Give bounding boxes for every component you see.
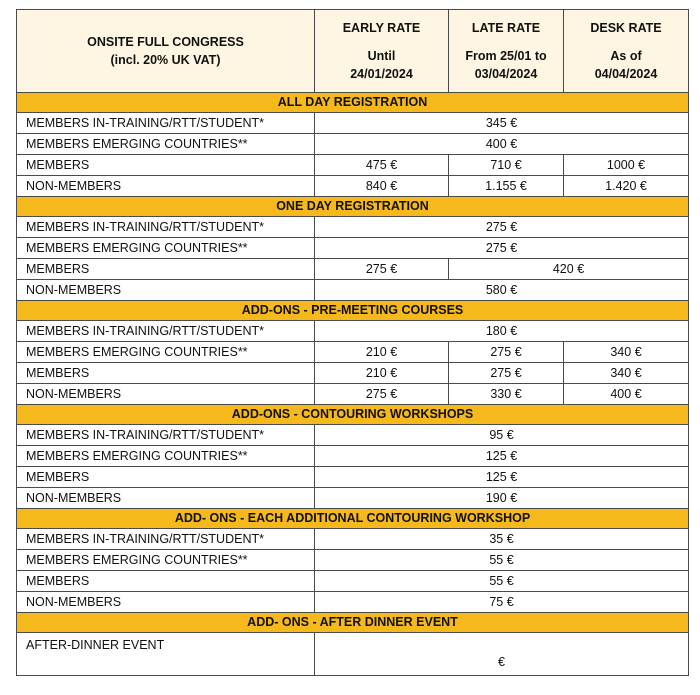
price-cell: 710 € bbox=[449, 155, 564, 176]
price-cell: 275 € bbox=[449, 363, 564, 384]
desk-rate-sub-1: As of bbox=[610, 49, 642, 63]
row-label: MEMBERS EMERGING COUNTRIES** bbox=[17, 446, 315, 467]
row-label: MEMBERS bbox=[17, 363, 315, 384]
section-title: ONE DAY REGISTRATION bbox=[17, 197, 689, 217]
table-row bbox=[17, 176, 689, 197]
late-rate-title: LATE RATE bbox=[471, 21, 541, 35]
pricing-table-container bbox=[16, 9, 688, 676]
price-cell: 95 € bbox=[315, 425, 689, 446]
section-header-row bbox=[17, 509, 689, 529]
section-header-row bbox=[17, 93, 689, 113]
header-congress-cell bbox=[17, 10, 315, 93]
price-cell: 1.155 € bbox=[449, 176, 564, 197]
registration-fees-table bbox=[16, 9, 689, 676]
table-row bbox=[17, 425, 689, 446]
row-label: MEMBERS EMERGING COUNTRIES** bbox=[17, 134, 315, 155]
price-cell: 275 € bbox=[315, 238, 689, 259]
price-cell: 275 € bbox=[315, 259, 449, 280]
table-row bbox=[17, 571, 689, 592]
price-cell: 210 € bbox=[315, 342, 449, 363]
price-cell: 330 € bbox=[449, 384, 564, 405]
row-label: MEMBERS bbox=[17, 155, 315, 176]
row-label: NON-MEMBERS bbox=[17, 280, 315, 301]
row-label: NON-MEMBERS bbox=[17, 384, 315, 405]
late-rate-sub-2: 03/04/2024 bbox=[474, 67, 538, 81]
row-label: NON-MEMBERS bbox=[17, 488, 315, 509]
early-rate-sub-2: 24/01/2024 bbox=[350, 67, 413, 81]
section-header-row bbox=[17, 197, 689, 217]
price-cell: 420 € bbox=[449, 259, 689, 280]
row-label: MEMBERS EMERGING COUNTRIES** bbox=[17, 550, 315, 571]
header-congress-title: ONSITE FULL CONGRESS bbox=[87, 35, 244, 49]
table-row bbox=[17, 467, 689, 488]
price-cell: 35 € bbox=[315, 529, 689, 550]
row-label: MEMBERS IN-TRAINING/RTT/STUDENT* bbox=[17, 321, 315, 342]
table-row bbox=[17, 113, 689, 134]
desk-rate-sub-2: 04/04/2024 bbox=[594, 67, 658, 81]
table-row bbox=[17, 550, 689, 571]
price-cell: 55 € bbox=[315, 550, 689, 571]
price-cell: 180 € bbox=[315, 321, 689, 342]
table-header bbox=[17, 10, 689, 93]
row-label: MEMBERS IN-TRAINING/RTT/STUDENT* bbox=[17, 425, 315, 446]
desk-rate-title: DESK RATE bbox=[590, 21, 662, 35]
row-label: MEMBERS IN-TRAINING/RTT/STUDENT* bbox=[17, 217, 315, 238]
price-cell: 125 € bbox=[315, 467, 689, 488]
section-title: ADD- ONS - AFTER DINNER EVENT bbox=[17, 613, 689, 633]
table-row bbox=[17, 155, 689, 176]
early-rate-title: EARLY RATE bbox=[342, 21, 421, 35]
price-cell: 55 € bbox=[315, 571, 689, 592]
section-header-row bbox=[17, 613, 689, 633]
price-cell: 275 € bbox=[449, 342, 564, 363]
section-title: ALL DAY REGISTRATION bbox=[17, 93, 689, 113]
row-label: MEMBERS IN-TRAINING/RTT/STUDENT* bbox=[17, 529, 315, 550]
section-title: ADD- ONS - EACH ADDITIONAL CONTOURING WORKSHOP bbox=[17, 509, 689, 529]
table-body bbox=[17, 93, 689, 676]
row-label: MEMBERS EMERGING COUNTRIES** bbox=[17, 342, 315, 363]
table-row bbox=[17, 384, 689, 405]
price-cell: 345 € bbox=[315, 113, 689, 134]
table-row bbox=[17, 259, 689, 280]
row-label: MEMBERS bbox=[17, 259, 315, 280]
header-vat-note: (incl. 20% UK VAT) bbox=[110, 53, 221, 67]
price-cell: 400 € bbox=[564, 384, 689, 405]
price-cell: 400 € bbox=[315, 134, 689, 155]
table-row bbox=[17, 280, 689, 301]
section-header-row bbox=[17, 301, 689, 321]
row-label: MEMBERS bbox=[17, 467, 315, 488]
table-row bbox=[17, 134, 689, 155]
row-label: NON-MEMBERS bbox=[17, 176, 315, 197]
early-rate-sub-1: Until bbox=[367, 49, 396, 63]
row-label: NON-MEMBERS bbox=[17, 592, 315, 613]
table-row bbox=[17, 488, 689, 509]
header-desk-rate bbox=[564, 10, 689, 93]
table-row bbox=[17, 363, 689, 384]
table-row bbox=[17, 238, 689, 259]
row-label: MEMBERS bbox=[17, 571, 315, 592]
header-row bbox=[17, 10, 689, 93]
price-cell: 1.420 € bbox=[564, 176, 689, 197]
price-cell: 580 € bbox=[315, 280, 689, 301]
row-label: AFTER-DINNER EVENT bbox=[17, 633, 315, 676]
price-cell: 275 € bbox=[315, 217, 689, 238]
late-rate-sub-1: From 25/01 to bbox=[465, 49, 547, 63]
section-header-row bbox=[17, 405, 689, 425]
price-cell: 840 € bbox=[315, 176, 449, 197]
price-cell: 75 € bbox=[315, 592, 689, 613]
table-row bbox=[17, 342, 689, 363]
price-cell: 475 € bbox=[315, 155, 449, 176]
header-early-rate bbox=[315, 10, 449, 93]
row-label: MEMBERS IN-TRAINING/RTT/STUDENT* bbox=[17, 113, 315, 134]
price-cell: 125 € bbox=[315, 446, 689, 467]
section-title: ADD-ONS - PRE-MEETING COURSES bbox=[17, 301, 689, 321]
section-title: ADD-ONS - CONTOURING WORKSHOPS bbox=[17, 405, 689, 425]
price-cell: 275 € bbox=[315, 384, 449, 405]
price-cell: 190 € bbox=[315, 488, 689, 509]
price-cell: 1000 € bbox=[564, 155, 689, 176]
table-row bbox=[17, 446, 689, 467]
table-row bbox=[17, 529, 689, 550]
price-cell: € bbox=[315, 633, 689, 676]
price-cell: 210 € bbox=[315, 363, 449, 384]
price-cell: 340 € bbox=[564, 363, 689, 384]
table-row bbox=[17, 633, 689, 676]
table-row bbox=[17, 321, 689, 342]
table-row bbox=[17, 217, 689, 238]
price-cell: 340 € bbox=[564, 342, 689, 363]
header-late-rate bbox=[449, 10, 564, 93]
row-label: MEMBERS EMERGING COUNTRIES** bbox=[17, 238, 315, 259]
table-row bbox=[17, 592, 689, 613]
